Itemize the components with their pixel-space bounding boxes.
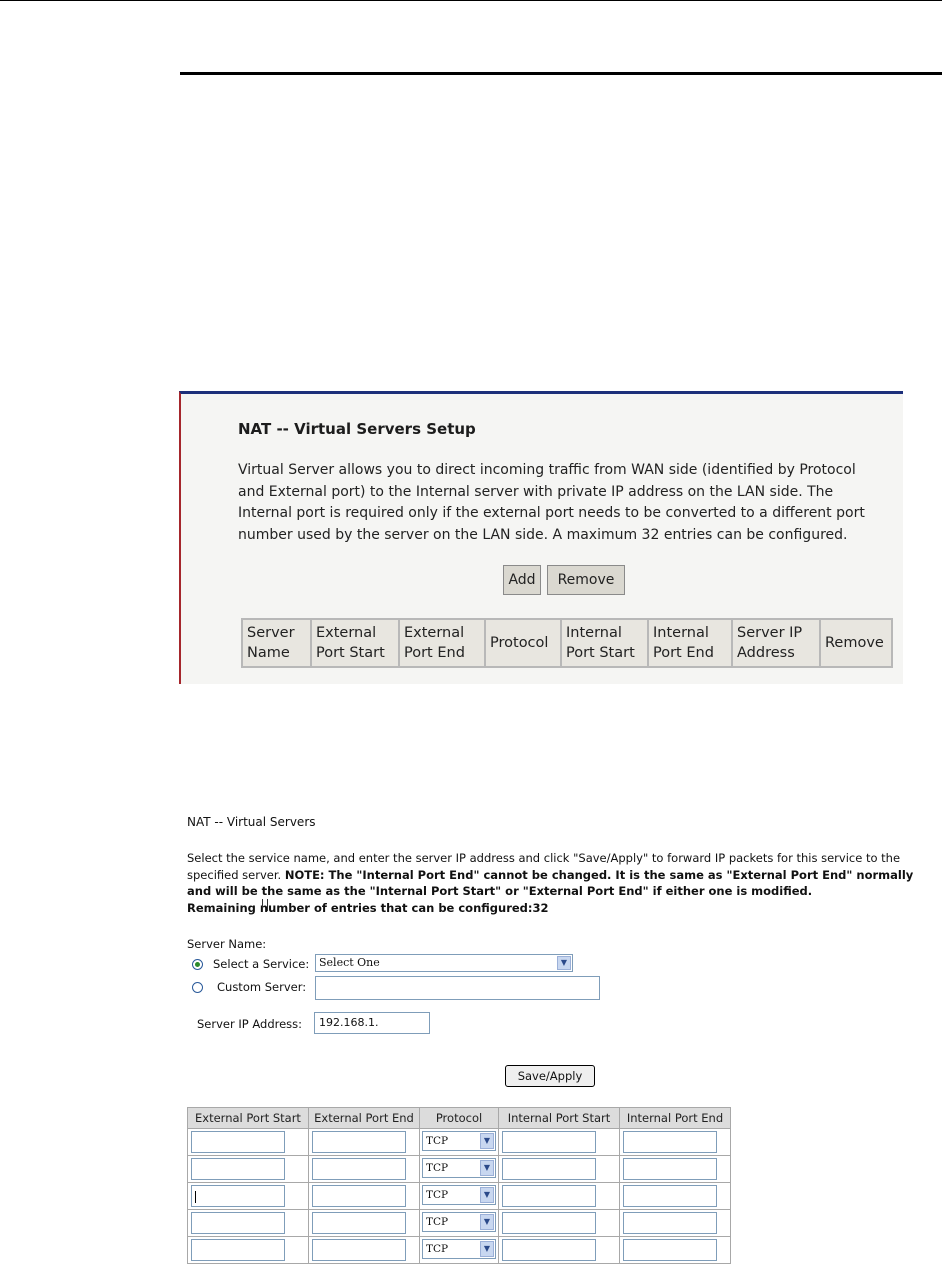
cell bbox=[188, 1129, 309, 1156]
col-external-port-end: External Port End bbox=[399, 619, 485, 667]
internal-port-start-input[interactable] bbox=[502, 1212, 596, 1234]
col-external-port-start: External Port Start bbox=[188, 1108, 309, 1129]
select-service-label: Select a Service: bbox=[213, 957, 310, 971]
cell bbox=[309, 1210, 420, 1237]
cell bbox=[188, 1156, 309, 1183]
server-ip-input[interactable]: 192.168.1. bbox=[314, 1012, 430, 1034]
ibeam-cursor-icon bbox=[262, 899, 268, 911]
cell bbox=[188, 1210, 309, 1237]
cell bbox=[309, 1183, 420, 1210]
chevron-down-icon[interactable]: ▼ bbox=[480, 1241, 494, 1257]
custom-server-input[interactable] bbox=[315, 976, 600, 1000]
internal-port-start-input[interactable] bbox=[502, 1239, 596, 1261]
select-service-radio[interactable] bbox=[192, 959, 203, 970]
col-server-ip-address: Server IP Address bbox=[732, 619, 820, 667]
remove-button[interactable]: Remove bbox=[547, 565, 625, 595]
protocol-value: TCP bbox=[426, 1162, 449, 1174]
cell bbox=[309, 1237, 420, 1264]
protocol-select[interactable] bbox=[422, 1239, 496, 1259]
protocol-select[interactable] bbox=[422, 1185, 496, 1205]
table-row bbox=[188, 1183, 731, 1210]
col-internal-port-end: Internal Port End bbox=[620, 1108, 731, 1129]
top-rule bbox=[0, 0, 942, 1]
cell bbox=[188, 1183, 309, 1210]
external-port-end-input[interactable] bbox=[312, 1239, 406, 1261]
page-title: NAT -- Virtual Servers Setup bbox=[238, 420, 476, 438]
external-port-start-input[interactable] bbox=[191, 1239, 285, 1261]
cell bbox=[499, 1129, 620, 1156]
table-row bbox=[188, 1237, 731, 1264]
internal-port-start-input[interactable] bbox=[502, 1158, 596, 1180]
internal-port-start-input[interactable] bbox=[502, 1185, 596, 1207]
internal-port-end-input[interactable] bbox=[623, 1131, 717, 1153]
chevron-down-icon[interactable]: ▼ bbox=[480, 1214, 494, 1230]
instructions-plain: Select the service name, and enter the server IP address and click "Save/Apply" to forward IP packets for this service to the specified server. bbox=[187, 851, 901, 882]
protocol-value: TCP bbox=[426, 1243, 449, 1255]
save-apply-button[interactable]: Save/Apply bbox=[505, 1065, 595, 1087]
internal-port-end-input[interactable] bbox=[623, 1185, 717, 1207]
server-ip-label: Server IP Address: bbox=[197, 1017, 303, 1031]
internal-port-end-input[interactable] bbox=[623, 1239, 717, 1261]
text-caret bbox=[195, 1191, 196, 1203]
cell bbox=[499, 1156, 620, 1183]
protocol-value: TCP bbox=[426, 1135, 449, 1147]
col-internal-port-end: Internal Port End bbox=[648, 619, 732, 667]
cell bbox=[620, 1210, 731, 1237]
table-header-row bbox=[242, 619, 892, 667]
protocol-value: TCP bbox=[426, 1216, 449, 1228]
table-row bbox=[188, 1210, 731, 1237]
cell bbox=[420, 1183, 499, 1210]
protocol-select[interactable] bbox=[422, 1158, 496, 1178]
col-remove: Remove bbox=[820, 619, 892, 667]
service-select[interactable] bbox=[315, 954, 573, 972]
instructions-note: NOTE: The "Internal Port End" cannot be changed. It is the same as "External Port End" normally and will be the same as the "Internal Port Start" or "External Port End" if either one is modified. bbox=[187, 867, 914, 898]
external-port-start-input[interactable] bbox=[191, 1185, 285, 1207]
external-port-start-input[interactable] bbox=[191, 1158, 285, 1180]
page-title-2: NAT -- Virtual Servers bbox=[187, 815, 316, 829]
col-protocol: Protocol bbox=[420, 1108, 499, 1129]
internal-port-end-input[interactable] bbox=[623, 1158, 717, 1180]
cell bbox=[420, 1156, 499, 1183]
protocol-value: TCP bbox=[426, 1189, 449, 1201]
cell bbox=[620, 1183, 731, 1210]
cell bbox=[420, 1237, 499, 1264]
col-external-port-end: External Port End bbox=[309, 1108, 420, 1129]
external-port-end-input[interactable] bbox=[312, 1185, 406, 1207]
table-row bbox=[188, 1156, 731, 1183]
cell bbox=[420, 1210, 499, 1237]
chevron-down-icon[interactable]: ▼ bbox=[480, 1187, 494, 1203]
cell bbox=[309, 1129, 420, 1156]
internal-port-start-input[interactable] bbox=[502, 1131, 596, 1153]
cell bbox=[309, 1156, 420, 1183]
instructions-text bbox=[187, 850, 915, 916]
col-external-port-start: External Port Start bbox=[311, 619, 399, 667]
external-port-start-input[interactable] bbox=[191, 1131, 285, 1153]
col-internal-port-start: Internal Port Start bbox=[561, 619, 648, 667]
remaining-entries: Remaining number of entries that can be configured:32 bbox=[187, 900, 549, 915]
cell bbox=[620, 1156, 731, 1183]
section-divider bbox=[180, 72, 942, 75]
external-port-end-input[interactable] bbox=[312, 1131, 406, 1153]
cell bbox=[499, 1210, 620, 1237]
custom-server-label: Custom Server: bbox=[217, 980, 307, 994]
protocol-select[interactable] bbox=[422, 1212, 496, 1232]
chevron-down-icon[interactable]: ▼ bbox=[480, 1133, 494, 1149]
chevron-down-icon[interactable]: ▼ bbox=[557, 956, 571, 970]
virtual-servers-table bbox=[241, 618, 893, 668]
custom-server-radio[interactable] bbox=[192, 982, 203, 993]
cell bbox=[499, 1183, 620, 1210]
port-mapping-table bbox=[187, 1107, 731, 1264]
service-select-value: Select One bbox=[319, 956, 380, 969]
external-port-end-input[interactable] bbox=[312, 1158, 406, 1180]
cell bbox=[420, 1129, 499, 1156]
add-button[interactable]: Add bbox=[503, 565, 541, 595]
description-text: Virtual Server allows you to direct incoming traffic from WAN side (identified by Protocol and External port) to the Internal server with private IP address on the LAN side. The Internal port is required only if the external port needs to be converted to a different port number used by the server on the LAN side. A maximum 32 entries can be configured. bbox=[238, 462, 865, 543]
internal-port-end-input[interactable] bbox=[623, 1212, 717, 1234]
cell bbox=[620, 1237, 731, 1264]
protocol-select[interactable] bbox=[422, 1131, 496, 1151]
cell bbox=[499, 1237, 620, 1264]
table-row bbox=[188, 1129, 731, 1156]
external-port-start-input[interactable] bbox=[191, 1212, 285, 1234]
virtual-servers-setup-panel bbox=[179, 391, 903, 684]
virtual-servers-add-panel bbox=[187, 810, 927, 1272]
chevron-down-icon[interactable]: ▼ bbox=[480, 1160, 494, 1176]
col-internal-port-start: Internal Port Start bbox=[499, 1108, 620, 1129]
col-server-name: Server Name bbox=[242, 619, 311, 667]
external-port-end-input[interactable] bbox=[312, 1212, 406, 1234]
cell bbox=[188, 1237, 309, 1264]
col-protocol: Protocol bbox=[485, 619, 561, 667]
cell bbox=[620, 1129, 731, 1156]
port-table-header bbox=[188, 1108, 731, 1129]
server-name-label: Server Name: bbox=[187, 937, 267, 951]
